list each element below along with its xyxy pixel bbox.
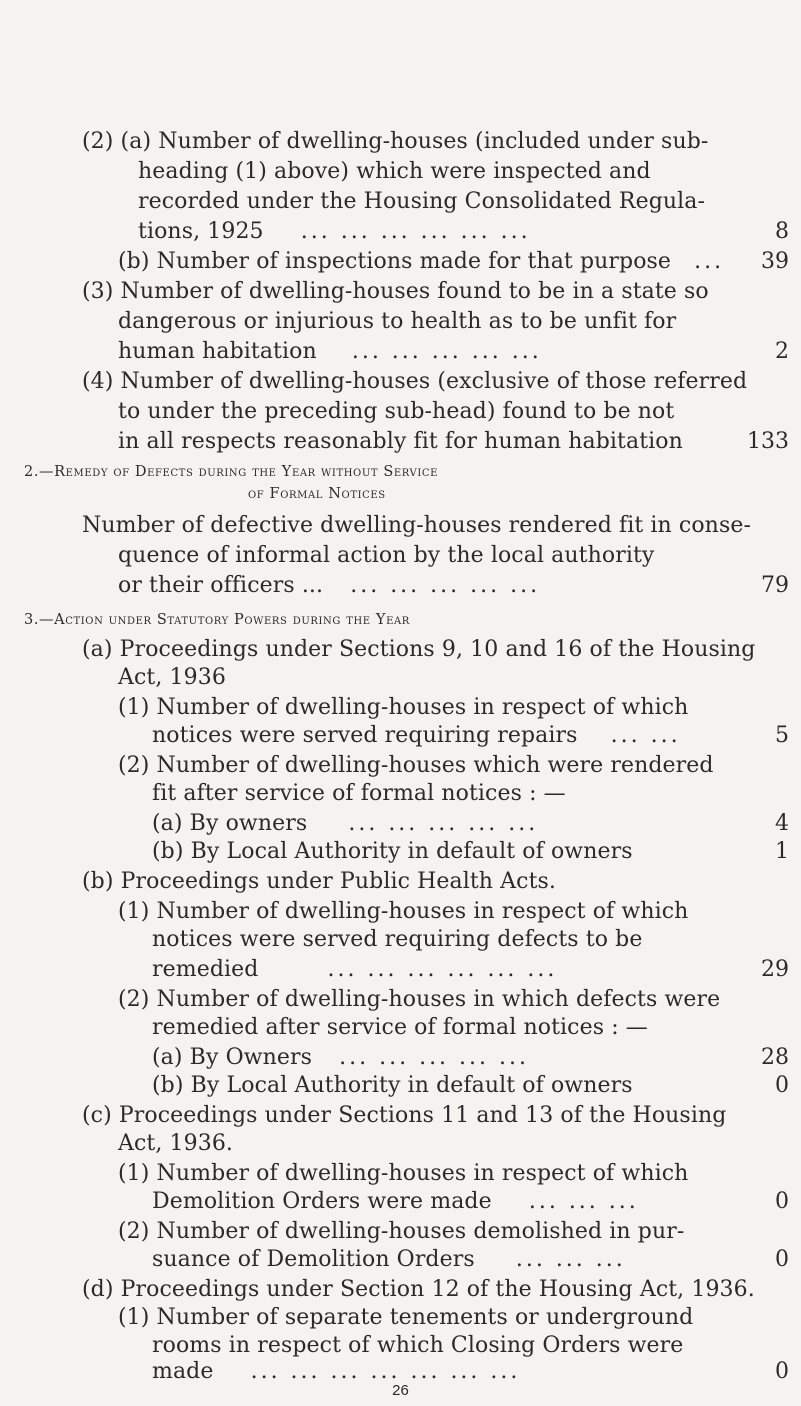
a2a-line	[152, 810, 538, 838]
c1-line-2	[152, 1188, 639, 1216]
leader-dots: ... ... ... ... ...	[339, 1045, 529, 1070]
a2-line-2: fit after service of formal notices : —	[152, 781, 566, 806]
a2b-line: (b) By Local Authority in default of owners	[152, 839, 633, 864]
a1-text: notices were served requiring repairs	[152, 723, 578, 748]
sub-c-title-line-2: Act, 1936.	[118, 1131, 234, 1156]
item-2a-value: 8	[775, 219, 789, 244]
c1-value: 0	[775, 1189, 789, 1214]
section-2-heading-line-2: of Formal Notices	[248, 486, 386, 502]
section-2-item-value: 79	[761, 573, 789, 598]
c1-line-1: (1) Number of dwelling-houses in respect of which	[118, 1161, 689, 1186]
leader-dots: ... ... ... ... ...	[351, 339, 542, 364]
sub-a-title-line-1: (a) Proceedings under Sections 9, 10 and 16 of the Housing	[82, 637, 756, 662]
section-2-item-line-2: quence of informal action by the local authority	[118, 543, 655, 568]
c2-value: 0	[775, 1247, 789, 1272]
a1-line-1: (1) Number of dwelling-houses in respect of which	[118, 695, 689, 720]
b2b-value: 0	[775, 1073, 789, 1098]
leader-dots: ... ... ...	[515, 1247, 626, 1272]
a2a-value: 4	[775, 811, 789, 836]
section-2-item-line-3	[118, 572, 540, 600]
a2-line-1: (2) Number of dwelling-houses which were rendered	[118, 753, 714, 778]
sub-a-title-line-2: Act, 1936	[118, 665, 226, 690]
b2a-text: (a) By Owners	[152, 1045, 313, 1070]
item-2a-line-3: recorded under the Housing Consolidated Regula-	[138, 189, 706, 214]
c2-text: suance of Demolition Orders	[152, 1247, 475, 1272]
leader-dots: ... ...	[610, 723, 681, 748]
item-3-text: human habitation	[118, 339, 317, 364]
sub-d-title: (d) Proceedings under Section 12 of the Housing Act, 1936.	[82, 1277, 755, 1302]
b1-value: 29	[761, 957, 789, 982]
item-2a-line-1: (2) (a) Number of dwelling-houses (included under sub-	[82, 129, 709, 154]
b1-line-2: notices were served requiring defects to be	[152, 927, 643, 952]
c1-text: Demolition Orders were made	[152, 1189, 492, 1214]
item-3-line-1: (3) Number of dwelling-houses found to be in a state so	[82, 279, 709, 304]
section-3-heading: 3.—Action under Statutory Powers during the Year	[24, 612, 410, 628]
a2b-value: 1	[775, 839, 789, 864]
sub-c-title-line-1: (c) Proceedings under Sections 11 and 13 of the Housing	[82, 1103, 727, 1128]
item-2a-line-2: heading (1) above) which were inspected and	[138, 159, 651, 184]
d1-value: 0	[775, 1359, 789, 1384]
c2-line-2	[152, 1246, 626, 1274]
b1-text: remedied	[152, 957, 259, 982]
item-3-line-3	[118, 338, 542, 366]
item-2b-text: (b) Number of inspections made for that purpose	[118, 249, 672, 274]
item-4-line-1: (4) Number of dwelling-houses (exclusive of those referred	[82, 369, 748, 394]
item-2b-line-1	[118, 248, 724, 276]
page-number: 26	[392, 1382, 409, 1399]
b1-line-1: (1) Number of dwelling-houses in respect of which	[118, 899, 689, 924]
item-4-line-3: in all respects reasonably fit for human habitation	[118, 429, 683, 454]
item-2a-text: tions, 1925	[138, 219, 264, 244]
sub-b-title: (b) Proceedings under Public Health Acts.	[82, 869, 557, 894]
d1-text: made	[152, 1359, 214, 1384]
item-3-line-2: dangerous or injurious to health as to be unfit for	[118, 309, 677, 334]
d1-line-1: (1) Number of separate tenements or underground	[118, 1305, 694, 1330]
item-4-line-2: to under the preceding sub-head) found to be not	[118, 399, 675, 424]
leader-dots: ... ... ... ... ...	[350, 573, 541, 598]
leader-dots: ... ... ... ... ... ... ...	[250, 1359, 521, 1384]
d1-line-2: rooms in respect of which Closing Orders were	[152, 1333, 684, 1358]
a1-line-2	[152, 722, 681, 750]
item-2b-value: 39	[761, 249, 789, 274]
leader-dots: ... ... ...	[528, 1189, 639, 1214]
b2a-line	[152, 1044, 529, 1072]
item-2a-line-4	[138, 218, 531, 246]
c2-line-1: (2) Number of dwelling-houses demolished in pur-	[118, 1219, 685, 1244]
section-2-item-text: or their officers ...	[118, 573, 324, 598]
leader-dots: ... ... ... ... ...	[348, 811, 539, 836]
b2b-line: (b) By Local Authority in default of owners	[152, 1073, 633, 1098]
section-2-item-line-1: Number of defective dwelling-houses rendered fit in conse-	[82, 513, 751, 538]
b2-line-1: (2) Number of dwelling-houses in which defects were	[118, 987, 721, 1012]
b2-line-2: remedied after service of formal notices : —	[152, 1015, 648, 1040]
section-2-heading-line-1: 2.—Remedy of Defects during the Year without Service	[24, 464, 439, 480]
a2a-text: (a) By owners	[152, 811, 308, 836]
a1-value: 5	[775, 723, 789, 748]
item-3-value: 2	[775, 339, 789, 364]
leader-dots: ...	[694, 249, 725, 274]
item-4-value: 133	[747, 429, 789, 454]
leader-dots: ... ... ... ... ... ...	[300, 219, 531, 244]
leader-dots: ... ... ... ... ... ...	[327, 957, 558, 982]
b1-line-3	[152, 956, 557, 984]
b2a-value: 28	[761, 1045, 789, 1070]
